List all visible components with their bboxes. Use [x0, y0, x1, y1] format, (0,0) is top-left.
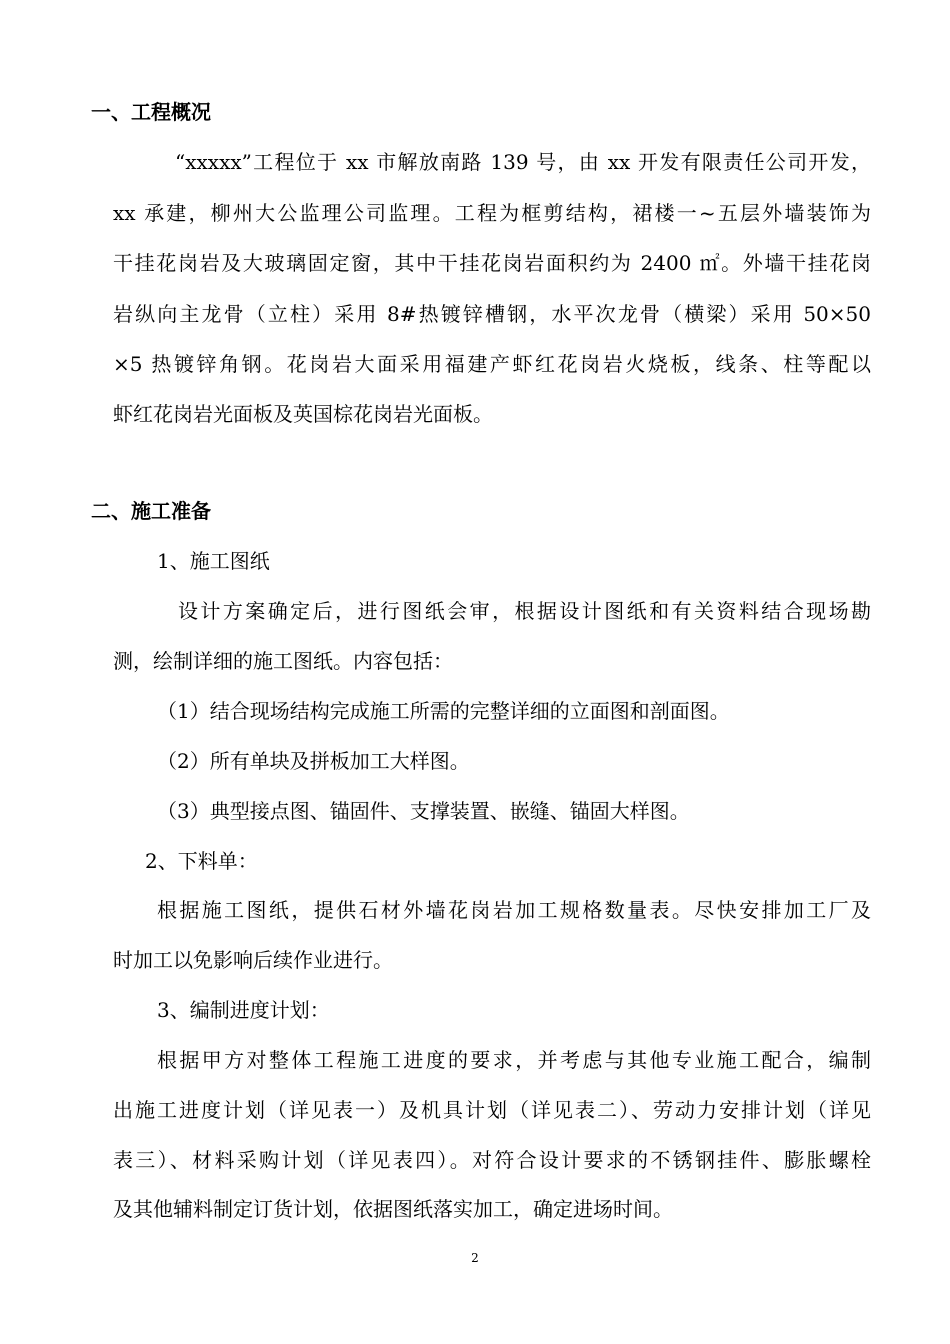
section-heading-preparation: 二、施工准备 [91, 499, 211, 523]
drawings-list-item: （2）所有单块及拼板加工大样图。 [157, 749, 470, 773]
material-list-paragraph-line: 时加工以免影响后续作业进行。 [113, 948, 393, 972]
drawings-paragraph-line: 测，绘制详细的施工图纸。内容包括： [113, 649, 453, 673]
subsection-title-drawings: 1、施工图纸 [157, 549, 270, 573]
overview-paragraph-line: 岩纵向主龙骨（立柱）采用 8#热镀锌槽钢，水平次龙骨（横梁）采用 50×50 [113, 302, 871, 326]
overview-paragraph-line: “xxxxx”工程位于 xx 市解放南路 139 号，由 xx 开发有限责任公司开发， [175, 150, 871, 174]
drawings-list-item: （1）结合现场结构完成施工所需的完整详细的立面图和剖面图。 [157, 699, 730, 723]
overview-paragraph-line: ×5 热镀锌角钢。花岗岩大面采用福建产虾红花岗岩火烧板，线条、柱等配以 [113, 352, 871, 376]
page-number: 2 [471, 1251, 479, 1265]
drawings-paragraph-line: 设计方案确定后，进行图纸会审，根据设计图纸和有关资料结合现场勘 [178, 599, 871, 623]
drawings-list-item: （3）典型接点图、锚固件、支撑装置、嵌缝、锚固大样图。 [157, 799, 690, 823]
schedule-paragraph-line: 及其他辅料制定订货计划，依据图纸落实加工，确定进场时间。 [113, 1197, 673, 1221]
subsection-title-material-list: 2、下料单： [145, 849, 258, 873]
section-heading-overview: 一、工程概况 [91, 100, 211, 124]
schedule-paragraph-line: 表三）、材料采购计划（详见表四）。对符合设计要求的不锈钢挂件、膨胀螺栓 [113, 1148, 871, 1172]
overview-paragraph-line: 虾红花岗岩光面板及英国棕花岗岩光面板。 [113, 402, 493, 426]
schedule-paragraph-line: 出施工进度计划（详见表一）及机具计划（详见表二）、劳动力安排计划（详见 [113, 1098, 871, 1122]
material-list-paragraph-line: 根据施工图纸，提供石材外墙花岗岩加工规格数量表。尽快安排加工厂及 [157, 898, 871, 922]
overview-paragraph-line: xx 承建，柳州大公监理公司监理。工程为框剪结构，裙楼一~五层外墙装饰为 [113, 201, 871, 225]
schedule-paragraph-line: 根据甲方对整体工程施工进度的要求，并考虑与其他专业施工配合，编制 [157, 1048, 871, 1072]
overview-paragraph-line: 干挂花岗岩及大玻璃固定窗，其中干挂花岗岩面积约为 2400 ㎡。外墙干挂花岗 [113, 251, 871, 275]
subsection-title-schedule: 3、编制进度计划： [157, 998, 330, 1022]
